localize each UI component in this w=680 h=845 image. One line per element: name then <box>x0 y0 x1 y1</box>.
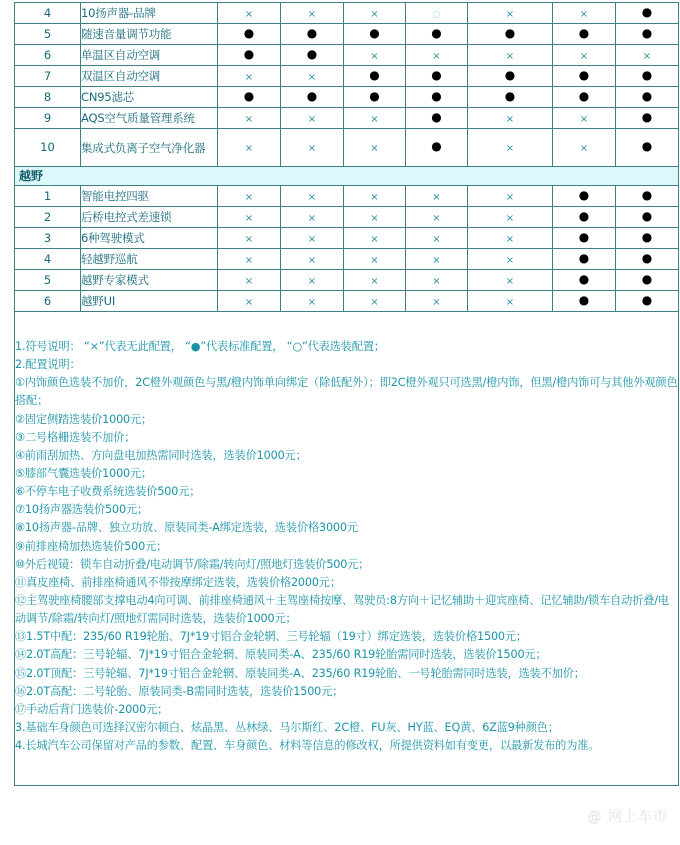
row-index: 4 <box>15 249 81 270</box>
cross-icon: × <box>505 143 515 155</box>
config-mark-cell <box>553 3 616 24</box>
config-mark-cell <box>553 186 616 207</box>
feature-name: 越野专家模式 <box>81 270 218 291</box>
cross-icon: × <box>579 50 589 62</box>
config-mark-cell <box>218 3 281 24</box>
config-mark-cell <box>406 186 468 207</box>
filled-circle-icon: ● <box>504 25 516 40</box>
row-index: 6 <box>15 291 81 312</box>
cross-icon: × <box>307 212 317 224</box>
row-index: 2 <box>15 207 81 228</box>
config-mark-cell <box>468 24 553 45</box>
feature-name: 越野UI <box>81 291 218 312</box>
cross-icon: × <box>370 212 379 224</box>
note-line: ④前雨刮加热、方向盘电加热需同时选装，选装价1000元； <box>15 448 307 462</box>
cross-icon: × <box>370 254 379 266</box>
config-mark-cell <box>553 228 616 249</box>
feature-name: 10扬声器-品牌 <box>81 3 218 24</box>
config-mark-cell <box>553 207 616 228</box>
config-mark-cell <box>406 129 468 167</box>
cross-icon: × <box>244 212 254 224</box>
config-mark-cell <box>281 87 344 108</box>
cross-icon: × <box>244 254 254 266</box>
config-mark-cell <box>344 186 406 207</box>
cross-icon: × <box>370 296 379 308</box>
filled-circle-icon: ● <box>578 271 590 286</box>
config-mark-cell <box>553 270 616 291</box>
config-mark-cell <box>616 87 679 108</box>
feature-name: 随速音量调节功能 <box>81 24 218 45</box>
config-mark-cell <box>344 108 406 129</box>
config-mark-cell <box>218 228 281 249</box>
config-mark-cell <box>344 3 406 24</box>
filled-circle-icon: ● <box>641 292 653 307</box>
cross-icon: × <box>505 50 515 62</box>
config-mark-cell <box>218 24 281 45</box>
table-body <box>15 3 679 786</box>
feature-name: CN95滤芯 <box>81 87 218 108</box>
config-mark-cell <box>468 207 553 228</box>
config-mark-cell <box>616 3 679 24</box>
table-row <box>15 45 679 66</box>
cross-icon: × <box>370 275 379 287</box>
cross-icon: × <box>505 191 515 203</box>
filled-circle-icon: ● <box>578 208 590 223</box>
note-line: ⑤膝部气囊选装价1000元； <box>15 466 153 480</box>
filled-circle-icon: ● <box>641 187 653 202</box>
notes-bottom-spacer <box>15 755 678 785</box>
table-row <box>15 3 679 24</box>
config-mark-cell <box>344 66 406 87</box>
notes-row <box>15 312 679 786</box>
config-mark-cell <box>218 45 281 66</box>
cross-icon: × <box>244 71 254 83</box>
filled-circle-icon: ● <box>641 88 653 103</box>
cross-icon: × <box>432 191 441 203</box>
note-line: ⑮2.0T顶配：三号轮辐、7J*19寸铝合金轮辋、原装同类-A、235/60 R19轮胎、一号轮胎需同时选装，选装不加价； <box>15 666 585 680</box>
feature-name: 集成式负离子空气净化器 <box>81 129 218 167</box>
config-mark-cell <box>468 129 553 167</box>
config-mark-cell <box>553 87 616 108</box>
hollow-circle-icon: ○ <box>432 9 441 20</box>
config-mark-cell <box>406 45 468 66</box>
config-mark-cell <box>281 270 344 291</box>
config-mark-cell <box>468 186 553 207</box>
cross-icon: × <box>642 50 652 62</box>
config-mark-cell <box>344 207 406 228</box>
filled-circle-icon: ● <box>641 4 653 19</box>
cross-icon: × <box>307 8 317 20</box>
filled-circle-icon: ● <box>504 67 516 82</box>
feature-name: AQS空气质量管理系统 <box>81 108 218 129</box>
filled-circle-icon: ● <box>431 88 442 103</box>
site-watermark: @ 网上车市 <box>587 809 668 825</box>
filled-circle-icon: ● <box>369 88 380 103</box>
notes-block <box>15 312 678 785</box>
cross-icon: × <box>307 71 317 83</box>
filled-circle-icon: ● <box>306 25 318 40</box>
config-mark-cell <box>468 270 553 291</box>
config-mark-cell <box>553 45 616 66</box>
config-mark-cell <box>616 291 679 312</box>
feature-name: 6种驾驶模式 <box>81 228 218 249</box>
config-mark-cell <box>406 108 468 129</box>
config-mark-cell <box>553 66 616 87</box>
cross-icon: × <box>432 50 441 62</box>
row-index: 10 <box>15 129 81 167</box>
config-mark-cell <box>281 24 344 45</box>
table-row <box>15 108 679 129</box>
cross-icon: × <box>307 233 317 245</box>
configuration-sheet <box>14 2 678 786</box>
note-line: ⑧10扬声器-品牌、独立功放、原装同类-A绑定选装，选装价格3000元 <box>15 521 358 535</box>
config-mark-cell <box>468 45 553 66</box>
note-line: ⑯2.0T高配：二号轮胎、原装同类-B需同时选装，选装价1500元； <box>15 684 344 698</box>
table-row <box>15 129 679 167</box>
cross-icon: × <box>579 143 589 155</box>
config-mark-cell <box>344 249 406 270</box>
cross-icon: × <box>579 113 589 125</box>
config-mark-cell <box>616 228 679 249</box>
filled-circle-icon: ● <box>578 250 590 265</box>
filled-circle-icon: ● <box>641 25 653 40</box>
row-index: 4 <box>15 3 81 24</box>
note-line: 1.符号说明： “×”代表无此配置， “●”代表标准配置， “○”代表选装配置； <box>15 340 385 353</box>
filled-circle-icon: ● <box>578 25 590 40</box>
config-mark-cell <box>406 270 468 291</box>
config-mark-cell <box>406 228 468 249</box>
cross-icon: × <box>307 143 317 155</box>
cross-icon: × <box>505 113 515 125</box>
table-row <box>15 24 679 45</box>
feature-name: 轻越野巡航 <box>81 249 218 270</box>
feature-name: 后桥电控式差速锁 <box>81 207 218 228</box>
row-index: 3 <box>15 228 81 249</box>
config-mark-cell <box>281 45 344 66</box>
cross-icon: × <box>244 8 254 20</box>
config-mark-cell <box>281 108 344 129</box>
config-mark-cell <box>468 249 553 270</box>
filled-circle-icon: ● <box>504 88 516 103</box>
config-mark-cell <box>281 66 344 87</box>
config-mark-cell <box>218 87 281 108</box>
row-index: 1 <box>15 186 81 207</box>
cross-icon: × <box>307 191 317 203</box>
filled-circle-icon: ● <box>243 46 255 61</box>
config-mark-cell <box>281 249 344 270</box>
cross-icon: × <box>370 50 379 62</box>
note-line: ⑰手动后背门选装价-2000元； <box>15 702 169 716</box>
cross-icon: × <box>370 191 379 203</box>
config-mark-cell <box>616 24 679 45</box>
cross-icon: × <box>370 8 379 20</box>
config-mark-cell <box>344 45 406 66</box>
config-mark-cell <box>218 129 281 167</box>
cross-icon: × <box>505 296 515 308</box>
table-row <box>15 291 679 312</box>
filled-circle-icon: ● <box>369 67 380 82</box>
row-index: 5 <box>15 24 81 45</box>
filled-circle-icon: ● <box>641 67 653 82</box>
cross-icon: × <box>307 275 317 287</box>
cross-icon: × <box>505 212 515 224</box>
filled-circle-icon: ● <box>578 67 590 82</box>
note-line: 3.基础车身颜色可选择汉密尔顿白、炫晶黑、丛林绿、马尔斯红、2C橙、FU灰、HY蓝、EQ黄、6Z蓝9种颜色； <box>15 720 559 734</box>
row-index: 7 <box>15 66 81 87</box>
note-line: ⑥不停车电子收费系统选装价500元； <box>15 485 201 499</box>
cross-icon: × <box>244 233 254 245</box>
table-section-header-row <box>15 167 679 186</box>
config-mark-cell <box>218 186 281 207</box>
note-line: ②固定侧踏选装价1000元； <box>15 412 153 426</box>
config-mark-cell <box>406 24 468 45</box>
note-line: 2.配置说明： <box>15 358 81 372</box>
configuration-table <box>14 2 679 786</box>
config-mark-cell <box>218 249 281 270</box>
feature-name: 双温区自动空调 <box>81 66 218 87</box>
filled-circle-icon: ● <box>641 208 653 223</box>
row-index: 9 <box>15 108 81 129</box>
cross-icon: × <box>244 143 254 155</box>
note-line: 4.长城汽车公司保留对产品的参数、配置、车身颜色、材料等信息的修改权，所提供资料如有变更，以最新发布的为准。 <box>15 739 600 753</box>
notes-top-spacer <box>15 312 678 338</box>
filled-circle-icon: ● <box>306 46 318 61</box>
filled-circle-icon: ● <box>243 88 255 103</box>
note-line: ⑩外后视镜：锁车自动折叠/电动调节/除霜/转向灯/照地灯选装价500元； <box>15 557 370 571</box>
config-mark-cell <box>468 66 553 87</box>
table-row <box>15 207 679 228</box>
config-mark-cell <box>553 291 616 312</box>
config-mark-cell <box>344 129 406 167</box>
cross-icon: × <box>307 254 317 266</box>
cross-icon: × <box>307 296 317 308</box>
config-mark-cell <box>218 66 281 87</box>
config-mark-cell <box>281 129 344 167</box>
config-mark-cell <box>406 66 468 87</box>
config-mark-cell <box>281 186 344 207</box>
note-line: ⑫主驾驶座椅腰部支撑电动4向可调、前排座椅通风＋主驾座椅按摩、驾驶员:8方向＋记忆辅助＋迎宾座椅、记忆辅助/锁车自动折叠/电动调节/除霜/转向灯/照地灯需同时选装，选装价1000元； <box>15 593 669 626</box>
cross-icon: × <box>370 143 379 155</box>
config-mark-cell <box>344 291 406 312</box>
filled-circle-icon: ● <box>431 139 442 154</box>
notes-cell <box>15 312 679 786</box>
filled-circle-icon: ● <box>431 67 442 82</box>
cross-icon: × <box>307 113 317 125</box>
filled-circle-icon: ● <box>306 88 318 103</box>
row-index: 5 <box>15 270 81 291</box>
filled-circle-icon: ● <box>578 187 590 202</box>
note-line: ①内饰颜色选装不加价，2C橙外观颜色与黑/橙内饰单向绑定（除低配外）；即2C橙外观只可选黑/橙内饰，但黑/橙内饰可与其他外观颜色搭配； <box>15 376 678 408</box>
cross-icon: × <box>370 113 379 125</box>
config-mark-cell <box>616 249 679 270</box>
config-mark-cell <box>468 291 553 312</box>
cross-icon: × <box>432 212 441 224</box>
config-mark-cell <box>218 207 281 228</box>
config-mark-cell <box>553 249 616 270</box>
config-mark-cell <box>616 129 679 167</box>
feature-name: 智能电控四驱 <box>81 186 218 207</box>
filled-circle-icon: ● <box>578 229 590 244</box>
config-mark-cell <box>344 228 406 249</box>
cross-icon: × <box>505 254 515 266</box>
config-mark-cell <box>344 270 406 291</box>
config-mark-cell <box>468 228 553 249</box>
cross-icon: × <box>244 113 254 125</box>
config-mark-cell <box>344 24 406 45</box>
config-mark-cell <box>281 3 344 24</box>
filled-circle-icon: ● <box>431 109 442 124</box>
config-mark-cell <box>616 186 679 207</box>
filled-circle-icon: ● <box>641 250 653 265</box>
cross-icon: × <box>370 233 379 245</box>
config-mark-cell <box>344 87 406 108</box>
config-mark-cell <box>468 108 553 129</box>
table-row <box>15 87 679 108</box>
note-line: ⑨前排座椅加热选装价500元； <box>15 539 168 553</box>
table-row <box>15 249 679 270</box>
filled-circle-icon: ● <box>641 271 653 286</box>
table-row <box>15 270 679 291</box>
config-mark-cell <box>406 207 468 228</box>
filled-circle-icon: ● <box>578 292 590 307</box>
config-mark-cell <box>218 108 281 129</box>
cross-icon: × <box>432 275 441 287</box>
cross-icon: × <box>244 296 254 308</box>
note-line: ⑪真皮座椅、前排座椅通风不带按摩绑定选装，选装价格2000元； <box>15 575 341 589</box>
note-line: ⑬1.5T中配：235/60 R19轮胎、7J*19寸铝合金轮辋、三号轮辐（19寸）绑定选装，选装价格1500元； <box>15 630 527 644</box>
config-mark-cell <box>406 3 468 24</box>
config-mark-cell <box>468 87 553 108</box>
config-mark-cell <box>616 270 679 291</box>
config-mark-cell <box>281 291 344 312</box>
filled-circle-icon: ● <box>641 229 653 244</box>
note-line: ③二号格栅选装不加价； <box>15 430 136 444</box>
config-mark-cell <box>281 228 344 249</box>
cross-icon: × <box>505 275 515 287</box>
cross-icon: × <box>505 233 515 245</box>
cross-icon: × <box>432 233 441 245</box>
row-index: 6 <box>15 45 81 66</box>
config-mark-cell <box>616 108 679 129</box>
filled-circle-icon: ● <box>641 139 653 154</box>
filled-circle-icon: ● <box>369 25 380 40</box>
config-mark-cell <box>553 24 616 45</box>
config-mark-cell <box>553 129 616 167</box>
cross-icon: × <box>432 254 441 266</box>
note-line: ⑭2.0T高配：三号轮辐、7J*19寸铝合金轮辋、原装同类-A、235/60 R19轮胎需同时选装，选装价1500元； <box>15 648 547 662</box>
config-mark-cell <box>406 249 468 270</box>
config-mark-cell <box>616 45 679 66</box>
filled-circle-icon: ● <box>243 25 255 40</box>
cross-icon: × <box>432 296 441 308</box>
filled-circle-icon: ● <box>578 88 590 103</box>
cross-icon: × <box>244 275 254 287</box>
note-line: ⑦10扬声器选装价500元； <box>15 503 149 517</box>
cross-icon: × <box>579 8 589 20</box>
config-mark-cell <box>406 87 468 108</box>
filled-circle-icon: ● <box>431 25 442 40</box>
config-mark-cell <box>406 291 468 312</box>
config-mark-cell <box>218 291 281 312</box>
table-row <box>15 186 679 207</box>
config-mark-cell <box>553 108 616 129</box>
feature-name: 单温区自动空调 <box>81 45 218 66</box>
table-row <box>15 66 679 87</box>
section-title: 越野 <box>15 167 679 186</box>
filled-circle-icon: ● <box>641 109 653 124</box>
row-index: 8 <box>15 87 81 108</box>
config-mark-cell <box>468 3 553 24</box>
cross-icon: × <box>244 191 254 203</box>
config-mark-cell <box>616 207 679 228</box>
config-mark-cell <box>218 270 281 291</box>
cross-icon: × <box>505 8 515 20</box>
config-mark-cell <box>281 207 344 228</box>
table-row <box>15 228 679 249</box>
config-mark-cell <box>616 66 679 87</box>
